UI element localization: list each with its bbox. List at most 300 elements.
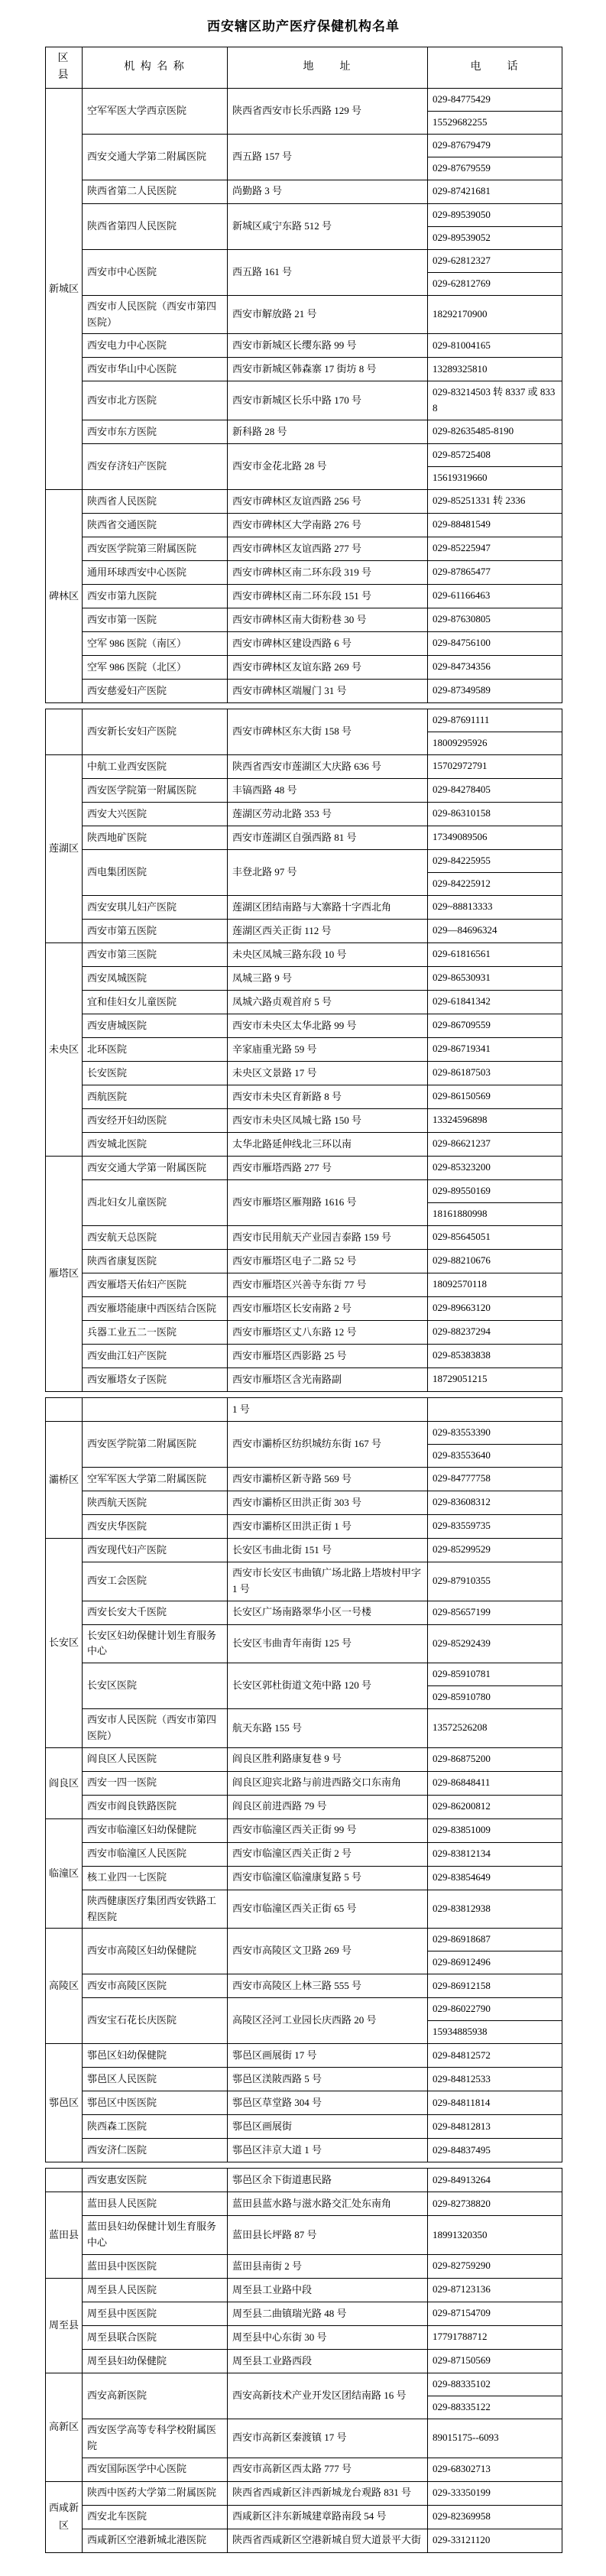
phone-cell [428,2481,562,2505]
institution-name-cell: 西安市第三医院 [83,942,228,966]
institution-name-cell: 西安经开妇幼医院 [83,1108,228,1132]
phone-number: 029-83559735 [433,1520,491,1532]
table-row [46,2216,562,2255]
page-title: 西安辖区助产医疗保健机构名单 [207,19,400,34]
phone-cell [428,1998,562,2044]
institution-name-cell: 陕西中医药大学第二附属医院 [83,2481,228,2505]
table-row [46,1225,562,1249]
institution-name-cell: 周至县妇幼保健院 [83,2349,228,2373]
phone-cell [428,489,562,513]
phone-number: 15934885938 [428,2020,562,2043]
institution-name-cell: 西安航天总医院 [83,1225,228,1249]
address-cell: 西安市碑林区东大街 158 号 [228,709,428,754]
institution-name-cell: 西安雁塔能康中西医结合医院 [83,1296,228,1320]
address-cell: 西安市雁塔区含光南路副 [228,1367,428,1391]
address-cell: 西安市雁塔区雁翔路 1616 号 [228,1179,428,1225]
phone-cell [428,1225,562,1249]
phone-number: 13289325810 [433,362,488,375]
district-cell: 阎良区 [46,1747,83,1818]
institution-name-cell: 西安凤城医院 [83,966,228,990]
district-cell: 未央区 [46,942,83,1156]
phone-number: 029-84775429 [433,92,491,105]
institution-name-cell: 蓝田县人民医院 [83,2192,228,2216]
institution-name-cell: 长安医院 [83,1061,228,1085]
phone-number: 13324596898 [433,1114,488,1126]
address-cell: 高陵区泾河工业园长庆西路 20 号 [228,1998,428,2044]
phone-number: 029-82738820 [433,2197,491,2209]
institution-name-cell: 空军军医大学第二附属医院 [83,1467,228,1491]
phone-cell [428,990,562,1014]
phone-number: 029-61166463 [433,589,491,602]
phone-number: 029-85225947 [433,542,491,554]
phone-number: 029-84225955 [433,854,491,866]
phone-number: 029-86200812 [433,1800,491,1812]
institution-name-cell: 长安区医院 [83,1663,228,1709]
institution-name-cell: 西北妇女儿童医院 [83,1179,228,1225]
address-cell: 西安市碑林区友谊西路 277 号 [228,537,428,560]
phone-number: 029—84696324 [433,924,497,936]
table-row [46,334,562,358]
table-row [46,1249,562,1273]
table-row [46,1974,562,1998]
institution-name-cell: 西安曲江妇产医院 [83,1344,228,1367]
institution-name-cell: 西安雁塔天佑妇产医院 [83,1273,228,1296]
district-cell: 碑林区 [46,489,83,702]
phone-cell [428,560,562,584]
institution-name-cell: 阎良区人民医院 [83,1747,228,1771]
table-row [46,1061,562,1085]
institution-name-cell: 陕西省第四人民医院 [83,203,228,249]
phone-number: 18009295926 [428,732,562,754]
phone-cell [428,1709,562,1748]
phone-number: 029-83812938 [433,1903,491,1915]
phone-number: 029-84913264 [433,2173,491,2185]
table-row [46,1344,562,1367]
institution-name-cell: 西安城北医院 [83,1132,228,1156]
institution-name-cell: 蓝田县妇幼保健计划生育服务中心 [83,2216,228,2255]
phone-number: 029-83851009 [433,1824,491,1836]
table-row [46,2302,562,2325]
address-cell: 西安市民用航天产业园吉泰路 159 号 [228,1225,428,1249]
address-cell: 长安区韦曲北街 151 号 [228,1538,428,1562]
phone-number: 029-87910355 [433,1575,491,1587]
district-cell [46,709,83,754]
address-cell: 西安市高陵区文卫路 269 号 [228,1929,428,1974]
district-cell: 西咸新区 [46,2481,83,2552]
table-row [46,2115,562,2139]
institution-name-cell: 西咸新区空港新城北港医院 [83,2529,228,2552]
phone-number: 029-62812769 [428,272,562,295]
table-row [46,2169,562,2192]
phone-number: 15702972791 [433,760,488,772]
table-row [46,537,562,560]
phone-cell [428,2254,562,2278]
institution-name-cell: 北环医院 [83,1037,228,1061]
table-row [46,2068,562,2091]
phone-cell [428,1929,562,1974]
institution-name-cell: 中航工业西安医院 [83,754,228,778]
institution-name-cell: 西安市人民医院（西安市第四医院） [83,295,228,334]
phone-number: 029-33350199 [433,2487,491,2499]
phone-cell [428,2349,562,2373]
institution-name-cell: 西安慈爱妇产医院 [83,679,228,702]
phone-cell [428,2529,562,2552]
table-row [46,1747,562,1771]
table-row [46,1108,562,1132]
institution-name-cell: 西安存济妇产医院 [83,443,228,489]
phone-number: 029-61841342 [433,995,491,1007]
district-cell: 临潼区 [46,1818,83,1929]
institution-name-cell: 陕西健康医疗集团西安铁路工程医院 [83,1890,228,1929]
phone-cell [428,679,562,702]
phone-cell [428,709,562,754]
table-row [46,358,562,381]
institution-name-cell: 西安市临潼区妇幼保健院 [83,1818,228,1842]
institution-name-cell: 西安医学院第三附属医院 [83,537,228,560]
institution-name-cell [83,1397,228,1421]
table-row [46,1156,562,1179]
address-cell: 周至县工业路西段 [228,2349,428,2373]
phone-cell [428,1866,562,1890]
institution-name-cell: 周至县联合医院 [83,2325,228,2349]
institution-name-cell: 西安医学高等专科学校附属医院 [83,2419,228,2458]
address-cell: 西安市未央区育新路 8 号 [228,1085,428,1108]
phone-cell [428,754,562,778]
table-row [46,2419,562,2458]
institution-name-cell: 长安区妇幼保健计划生育服务中心 [83,1624,228,1663]
address-cell: 凤城六路贞观首府 5 号 [228,990,428,1014]
phone-cell [428,420,562,443]
phone-cell [428,778,562,802]
institution-name-cell: 西安市高陵区妇幼保健院 [83,1929,228,1974]
phone-number: 89015175--6093 [433,2432,499,2444]
institutions-table-block [45,1397,562,2162]
address-cell: 莲湖区团结南路与大寨路十字西北角 [228,895,428,919]
institution-name-cell: 陕西省人民医院 [83,489,228,513]
phone-cell [428,1296,562,1320]
institution-name-cell: 西安国际医学中心医院 [83,2458,228,2481]
table-row [46,1421,562,1467]
address-cell: 西安市雁塔区西影路 25 号 [228,1344,428,1367]
phone-cell [428,895,562,919]
address-cell: 陕西省西咸新区沣西新城龙台观路 831 号 [228,2481,428,2505]
address-cell: 周至县工业路中段 [228,2278,428,2302]
phone-number: 029-86187503 [433,1066,491,1079]
address-cell: 西五路 161 号 [228,249,428,295]
phone-number: 029-86912158 [433,1979,491,1991]
phone-number: 029-84777758 [433,1472,491,1484]
table-row [46,1663,562,1709]
table-row [46,942,562,966]
address-cell: 丰镐西路 48 号 [228,778,428,802]
column-header: 区 县 [46,47,83,89]
phone-number: 029-87150569 [433,2354,491,2367]
phone-cell [428,1663,562,1709]
district-cell: 莲湖区 [46,754,83,942]
phone-cell [428,919,562,942]
table-row [46,420,562,443]
address-cell: 西安市雁塔区长安南路 2 号 [228,1296,428,1320]
phone-cell [428,1132,562,1156]
institutions-table-block [45,2168,562,2552]
table-row [46,990,562,1014]
address-cell: 西安市雁塔区丈八东路 12 号 [228,1320,428,1344]
phone-number: 029-88481549 [433,518,491,530]
phone-cell [428,2091,562,2115]
address-cell: 陕西省西安市莲湖区大庆路 636 号 [228,754,428,778]
table-row [46,489,562,513]
institution-name-cell: 西安庆华医院 [83,1514,228,1538]
phone-number: 029-83608312 [433,1496,491,1508]
address-cell: 鄠邑区草堂路 304 号 [228,2091,428,2115]
address-cell: 西安市碑林区端履门 31 号 [228,679,428,702]
phone-cell [428,1273,562,1296]
phone-number: 029-87349589 [433,684,491,696]
address-cell: 莲湖区西关正街 112 号 [228,919,428,942]
phone-cell [428,88,562,134]
address-cell: 西安市金花北路 28 号 [228,443,428,489]
institution-name-cell: 陕西航天医院 [83,1491,228,1514]
phone-number: 029-89539052 [428,226,562,249]
phone-number: 029-87679479 [433,138,491,151]
phone-cell [428,1771,562,1795]
table-row [46,1273,562,1296]
table-row [46,1929,562,1974]
address-cell: 西五路 157 号 [228,134,428,180]
address-cell: 鄠邑区沣京大道 1 号 [228,2139,428,2162]
address-cell: 西安市新城区长乐中路 170 号 [228,381,428,420]
address-cell: 丰登北路 97 号 [228,849,428,895]
address-cell: 西安市新城区韩森寨 17 街坊 8 号 [228,358,428,381]
phone-cell [428,381,562,420]
table-row [46,1014,562,1037]
phone-number: 15529682255 [428,111,562,134]
phone-number: 029~88813333 [433,900,493,913]
institution-name-cell: 周至县中医医院 [83,2302,228,2325]
address-cell: 航天东路 155 号 [228,1709,428,1748]
phone-cell [428,1974,562,1998]
table-row [46,2254,562,2278]
column-header: 地 址 [228,47,428,89]
table-row [46,1709,562,1748]
column-header: 机 构 名 称 [83,47,228,89]
table-row [46,1179,562,1225]
institution-name-cell: 鄠邑区中医医院 [83,2091,228,2115]
address-cell: 西安市碑林区南大街粉巷 30 号 [228,608,428,631]
institution-name-cell: 西安市东方医院 [83,420,228,443]
phone-number: 029-85645051 [433,1231,491,1243]
phone-number: 029-84734356 [433,660,491,673]
phone-number: 029-84837495 [433,2143,491,2156]
table-host [45,47,606,2553]
address-cell: 陕西省西安市长乐西路 129 号 [228,88,428,134]
phone-number: 15619319660 [428,466,562,489]
phone-number: 029-85383838 [433,1349,491,1361]
institution-name-cell: 西安市临潼区人民医院 [83,1842,228,1866]
table-row [46,2278,562,2302]
phone-cell [428,1014,562,1037]
institution-name-cell: 空军 986 医院（北区） [83,655,228,679]
phone-cell [428,1397,562,1421]
table-row [46,966,562,990]
table-row [46,443,562,489]
table-row [46,849,562,895]
address-cell: 西安市高新区秦渡镇 17 号 [228,2419,428,2458]
table-row [46,1601,562,1624]
phone-cell [428,203,562,249]
address-cell: 鄠邑区画展街 [228,2115,428,2139]
address-cell: 西安市雁塔西路 277 号 [228,1156,428,1179]
phone-cell [428,537,562,560]
phone-number: 029-83553390 [433,1426,491,1438]
table-row [46,1890,562,1929]
address-cell: 莲湖区劳动北路 353 号 [228,802,428,826]
table-row [46,1132,562,1156]
institution-name-cell: 陕西地矿医院 [83,826,228,849]
phone-cell [428,802,562,826]
phone-cell [428,1156,562,1179]
address-cell: 西安市未央区太华北路 99 号 [228,1014,428,1037]
address-cell: 蓝田县长坪路 87 号 [228,2216,428,2255]
phone-cell [428,2302,562,2325]
phone-number: 18292170900 [433,308,488,320]
table-row [46,2325,562,2349]
phone-number: 029-86875200 [433,1753,491,1765]
institution-name-cell: 西安雁塔女子医院 [83,1367,228,1391]
phone-cell [428,2373,562,2419]
institution-name-cell: 宜和佳妇女儿童医院 [83,990,228,1014]
institution-name-cell: 空军 986 医院（南区） [83,631,228,655]
institutions-table-block [45,47,562,703]
phone-number: 029-85910781 [433,1668,491,1680]
district-cell: 高陵区 [46,1929,83,2044]
phone-cell [428,966,562,990]
address-cell: 1 号 [228,1397,428,1421]
phone-cell [428,2068,562,2091]
institution-name-cell: 西安市第五医院 [83,919,228,942]
table-row [46,826,562,849]
institution-name-cell: 西安济仁医院 [83,2139,228,2162]
table-row [46,134,562,180]
address-cell: 未央区凤城三路东段 10 号 [228,942,428,966]
phone-cell [428,2139,562,2162]
institution-name-cell: 西安工会医院 [83,1562,228,1601]
address-cell: 西安市新城区长缨东路 99 号 [228,334,428,358]
phone-number: 029-86848411 [433,1776,491,1789]
phone-number: 029-84278405 [433,784,491,796]
phone-cell [428,1842,562,1866]
phone-number: 029-83812134 [433,1848,491,1860]
table-row [46,295,562,334]
phone-cell [428,1061,562,1085]
address-cell: 西安市临潼区西关正街 2 号 [228,1842,428,1866]
phone-cell [428,1491,562,1514]
institution-name-cell: 陕西省第二人民医院 [83,180,228,203]
phone-number: 029-87630805 [433,613,491,625]
district-cell: 长安区 [46,1538,83,1747]
institutions-table-block [45,709,562,1392]
address-cell: 西安市高陵区上林三路 555 号 [228,1974,428,1998]
institution-name-cell: 陕西省康复医院 [83,1249,228,1273]
phone-cell [428,2044,562,2068]
phone-cell [428,2169,562,2192]
institution-name-cell: 西安市人民医院（西安市第四医院） [83,1709,228,1748]
address-cell: 西安市未央区凤城七路 150 号 [228,1108,428,1132]
district-cell: 高新区 [46,2373,83,2481]
phone-number: 029-87691111 [433,713,490,725]
phone-number: 029-85251331 转 2336 [433,495,526,507]
phone-number: 029-87154709 [433,2307,491,2319]
phone-number: 029-84812572 [433,2049,491,2061]
phone-number: 029-82635485-8190 [433,425,514,437]
phone-cell [428,134,562,180]
phone-number: 18729051215 [433,1373,488,1385]
table-row [46,1514,562,1538]
phone-cell [428,2192,562,2216]
table-row [46,381,562,420]
address-cell: 西安市高新区西太路 777 号 [228,2458,428,2481]
address-cell: 蓝田县南街 2 号 [228,2254,428,2278]
phone-cell [428,826,562,849]
column-header: 电 话 [428,47,562,89]
phone-cell [428,2278,562,2302]
header-row [46,47,562,89]
district-cell: 新城区 [46,88,83,489]
address-cell: 鄠邑区余下街道惠民路 [228,2169,428,2192]
address-cell: 阎良区前进西路 79 号 [228,1795,428,1818]
phone-cell [428,2505,562,2529]
phone-number: 029-68302713 [433,2463,491,2475]
phone-cell [428,1747,562,1771]
phone-cell [428,2458,562,2481]
address-cell: 未央区文景路 17 号 [228,1061,428,1085]
table-row [46,1467,562,1491]
phone-number: 029-82369958 [433,2510,491,2522]
phone-cell [428,1818,562,1842]
institution-name-cell: 陕西森工医院 [83,2115,228,2139]
address-cell: 周至县中心东街 30 号 [228,2325,428,2349]
institution-name-cell: 西安市第一医院 [83,608,228,631]
address-cell: 陕西省西咸新区空港新城自贸大道景平大街 [228,2529,428,2552]
table-row [46,1085,562,1108]
phone-number: 17349089506 [433,831,488,843]
phone-cell [428,608,562,631]
phone-number: 029-88335102 [433,2377,491,2389]
phone-cell [428,1421,562,1467]
table-row [46,1562,562,1601]
table-row [46,919,562,942]
table-row [46,709,562,754]
table-row [46,88,562,134]
phone-number: 029-86719341 [433,1043,491,1055]
phone-number: 029-83854649 [433,1871,491,1883]
address-cell: 新科路 28 号 [228,420,428,443]
table-row [46,754,562,778]
address-cell: 周至县二曲镇瑞光路 48 号 [228,2302,428,2325]
phone-cell [428,1538,562,1562]
phone-number: 029-86022790 [433,2003,491,2015]
institution-name-cell: 空军军医大学西京医院 [83,88,228,134]
phone-number: 029-83214503 转 8337 或 8338 [433,386,556,414]
address-cell: 尚勤路 3 号 [228,180,428,203]
district-cell: 灞桥区 [46,1421,83,1538]
address-cell: 阎良区迎宾北路与前进西路交口东南角 [228,1771,428,1795]
phone-cell [428,1890,562,1929]
institution-name-cell: 蓝田县中医医院 [83,2254,228,2278]
address-cell: 西安市莲湖区自强西路 81 号 [228,826,428,849]
address-cell: 西安市碑林区友谊西路 256 号 [228,489,428,513]
institution-name-cell: 西安交通大学第一附属医院 [83,1156,228,1179]
